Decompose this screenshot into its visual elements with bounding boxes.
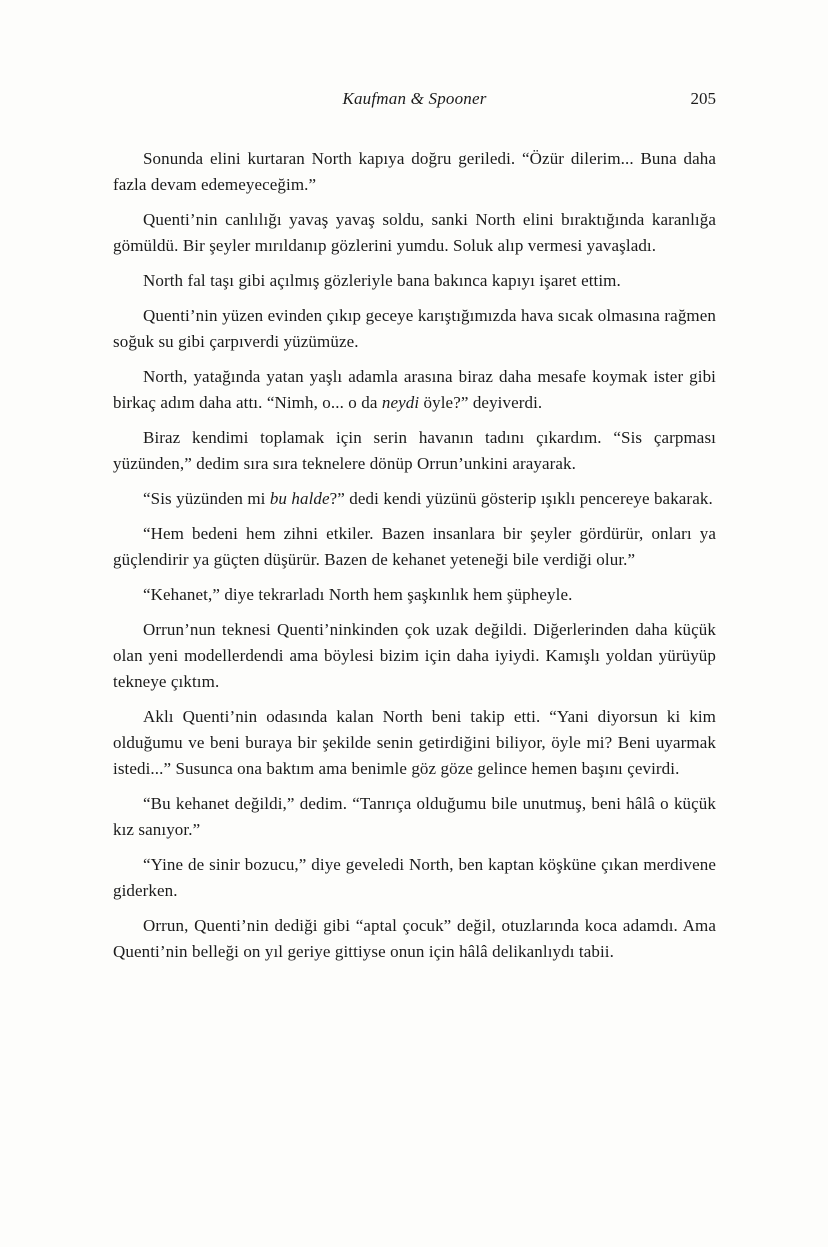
paragraph bbox=[113, 425, 716, 477]
paragraph bbox=[113, 207, 716, 259]
running-head bbox=[113, 88, 716, 110]
text-segment: Sonunda elini kurtaran North kapıya doğru geriledi. “Özür dilerim... Buna daha fazla devam edemeyeceğim.” bbox=[113, 149, 716, 194]
text-segment: Biraz kendimi toplamak için serin havanın tadını çıkardım. “Sis çarpması yüzünden,” dedim sıra sıra teknelere dönüp Orrun’unkini arayarak. bbox=[113, 428, 716, 473]
text-segment: “Hem bedeni hem zihni etkiler. Bazen insanlara bir şeyler gördürür, onları ya güçlendirir ya güçten düşürür. Bazen de kehanet yeteneği bile verdiği olur.” bbox=[113, 524, 716, 569]
paragraph bbox=[113, 146, 716, 198]
text-segment: Quenti’nin yüzen evinden çıkıp geceye karıştığımızda hava sıcak olmasına rağmen soğuk su gibi çarpıverdi yüzümüze. bbox=[113, 306, 716, 351]
text-segment: “Sis yüzünden mi bbox=[143, 489, 270, 508]
text-segment: “Yine de sinir bozucu,” diye geveledi North, ben kaptan köşküne çıkan merdivene giderken. bbox=[113, 855, 716, 900]
paragraph bbox=[113, 617, 716, 695]
text-segment: North, yatağında yatan yaşlı adamla arasına biraz daha mesafe koymak ister gibi birkaç adım daha attı. “Nimh, o... o da bbox=[113, 367, 716, 412]
paragraph bbox=[113, 486, 716, 512]
page-number: 205 bbox=[690, 89, 716, 108]
text-segment: North fal taşı gibi açılmış gözleriyle bana bakınca kapıyı işaret ettim. bbox=[143, 271, 621, 290]
paragraph bbox=[113, 521, 716, 573]
paragraph bbox=[113, 364, 716, 416]
text-segment: “Kehanet,” diye tekrarladı North hem şaşkınlık hem şüpheyle. bbox=[143, 585, 573, 604]
emphasized-text: bu halde bbox=[269, 489, 330, 508]
text-segment: Orrun, Quenti’nin dediği gibi “aptal çocuk” değil, otuzlarında koca adamdı. Ama Quenti’nin belleği on yıl geriye gittiyse onun için hâlâ delikanlıydı tabii. bbox=[113, 916, 716, 961]
paragraph bbox=[113, 303, 716, 355]
text-segment: öyle?” deyiverdi. bbox=[419, 393, 543, 412]
text-segment: Aklı Quenti’nin odasında kalan North beni takip etti. “Yani diyorsun ki kim olduğumu ve beni buraya bir şekilde senin getirdiğini biliyor, öyle mi? Beni uyarmak istedi...” Susunca ona baktım ama benimle göz göze gelince hemen başını çevirdi. bbox=[113, 707, 716, 778]
paragraph bbox=[113, 913, 716, 965]
text-segment: ?” dedi kendi yüzünü gösterip ışıklı pencereye bakarak. bbox=[329, 489, 713, 508]
paragraph bbox=[113, 704, 716, 782]
emphasized-text: neydi bbox=[381, 393, 420, 412]
paragraph bbox=[113, 791, 716, 843]
paragraph bbox=[113, 268, 716, 294]
running-header-title: Kaufman & Spooner bbox=[342, 89, 487, 108]
paragraph bbox=[113, 852, 716, 904]
text-segment: “Bu kehanet değildi,” dedim. “Tanrıça olduğumu bile unutmuş, beni hâlâ o küçük kız sanıyor.” bbox=[113, 794, 716, 839]
paragraph bbox=[113, 582, 716, 608]
text-segment: Quenti’nin canlılığı yavaş yavaş soldu, sanki North elini bıraktığında karanlığa gömüldü. Bir şeyler mırıldanıp gözlerini yumdu. Soluk alıp vermesi yavaşladı. bbox=[113, 210, 716, 255]
page-body bbox=[113, 146, 716, 965]
text-segment: Orrun’nun teknesi Quenti’ninkinden çok uzak değildi. Diğerlerinden daha küçük olan yeni modellerdendi ama böylesi bizim için daha iyiydi. Kamışlı yoldan yürüyüp tekneye çıktım. bbox=[113, 620, 716, 691]
